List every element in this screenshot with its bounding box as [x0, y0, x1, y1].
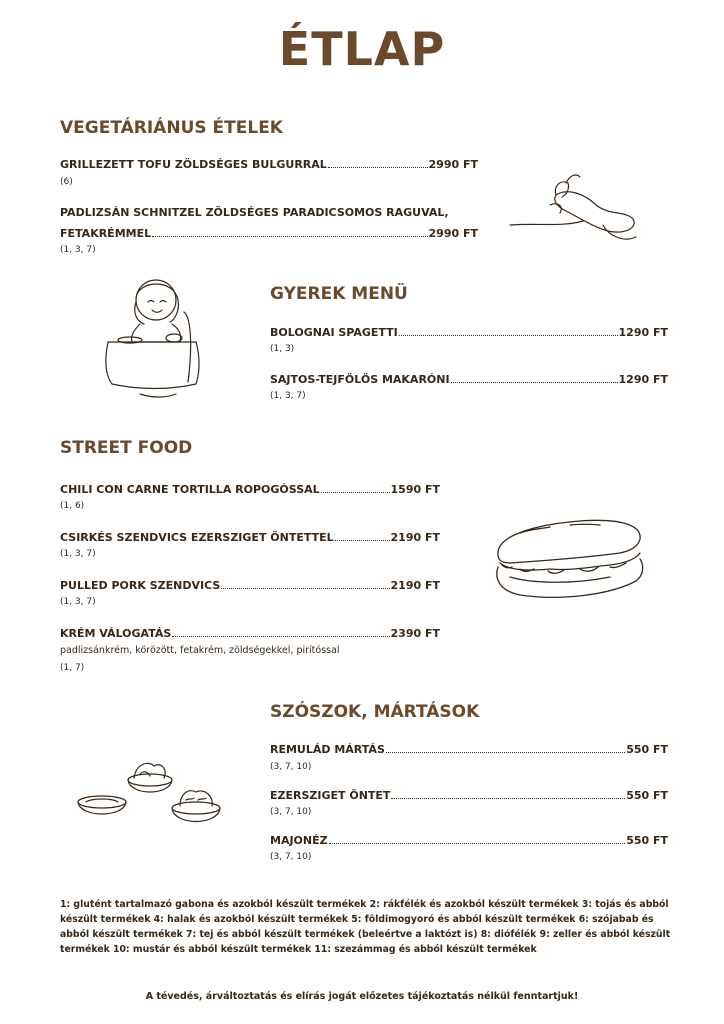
- item-allergens: (1, 3, 7): [60, 597, 96, 607]
- item-price: 2990 FT: [428, 158, 478, 171]
- section-heading-kids: GYEREK MENÜ: [270, 284, 408, 304]
- item-allergens: (3, 7, 10): [270, 807, 312, 817]
- item-description: padlizsánkrém, körözött, fetakrém, zöldségekkel, pirítóssal: [60, 645, 340, 656]
- item-price: 550 FT: [626, 789, 668, 802]
- menu-item: [270, 373, 668, 386]
- sauce-bowls-icon: [76, 760, 226, 832]
- item-name: GRILLEZETT TOFU ZÖLDSÉGES BULGURRAL: [60, 158, 327, 171]
- allergen-legend: 1: glutént tartalmazó gabona és azokból készült termékek 2: rákfélék és azokból készült termékek 3: tojás és abból készült termékek 4: halak és azokból készült termékek 5: földimogyoró és abból készült termékek 6: szójabab és abból készült termékek 7: tej és abból készült termékek (beleértve a laktózt is) 8: diófélék 9: zeller és abból készült termékek 10: mustár és abból készült termékek 11: szezámmag és abból készült termékek: [60, 899, 671, 955]
- menu-item: [270, 326, 668, 339]
- item-name-line1: PADLIZSÁN SCHNITZEL ZÖLDSÉGES PARADICSOMOS RAGUVAL,: [60, 206, 449, 219]
- item-name: CHILI CON CARNE TORTILLA ROPOGÓSSAL: [60, 483, 320, 496]
- menu-item: [60, 627, 440, 640]
- item-price: 1590 FT: [390, 483, 440, 496]
- section-heading-sauces: SZÓSZOK, MÁRTÁSOK: [270, 702, 480, 722]
- eggplant-icon: [508, 165, 643, 250]
- item-allergens: (1, 6): [60, 501, 85, 511]
- menu-item: [60, 158, 478, 171]
- item-name: SAJTOS-TEJFÖLÖS MAKARÓNI: [270, 373, 450, 386]
- item-allergens: (3, 7, 10): [270, 762, 312, 772]
- item-price: 550 FT: [626, 743, 668, 756]
- item-name: KRÉM VÁLOGATÁS: [60, 627, 172, 640]
- item-name: CSIRKÉS SZENDVICS EZERSZIGET ÖNTETTEL: [60, 531, 334, 544]
- item-name: MAJONÉZ: [270, 834, 328, 847]
- menu-item: [270, 834, 668, 847]
- leader-dots: [321, 491, 390, 493]
- menu-item: [60, 579, 440, 592]
- child-eating-icon: [100, 272, 208, 407]
- item-price: 2190 FT: [390, 579, 440, 592]
- item-price: 1290 FT: [618, 373, 668, 386]
- item-allergens: (3, 7, 10): [270, 852, 312, 862]
- item-allergens: (6): [60, 177, 73, 187]
- menu-item: [270, 789, 668, 802]
- item-price: 1290 FT: [618, 326, 668, 339]
- item-price: 2190 FT: [390, 531, 440, 544]
- section-heading-vegetarian: VEGETÁRIÁNUS ÉTELEK: [60, 118, 283, 138]
- menu-item: [60, 206, 478, 240]
- section-heading-street-food: STREET FOOD: [60, 438, 193, 458]
- item-allergens: (1, 7): [60, 663, 85, 673]
- item-name: REMULÁD MÁRTÁS: [270, 743, 385, 756]
- item-allergens: (1, 3, 7): [270, 391, 306, 401]
- page-title: ÉTLAP: [278, 22, 446, 76]
- item-name: PULLED PORK SZENDVICS: [60, 579, 221, 592]
- item-name: EZERSZIGET ÖNTET: [270, 789, 391, 802]
- sandwich-icon: [490, 515, 646, 605]
- item-allergens: (1, 3, 7): [60, 549, 96, 559]
- item-price: 2390 FT: [390, 627, 440, 640]
- item-name: BOLOGNAI SPAGETTI: [270, 326, 398, 339]
- disclaimer-footer: A tévedés, árváltoztatás és elírás jogát előzetes tájékoztatás nélkül fenntartjuk!: [145, 991, 579, 1002]
- item-name-line2: FETAKRÉMMEL: [60, 227, 152, 240]
- leader-dots: [152, 235, 427, 237]
- leader-dots: [391, 797, 625, 799]
- leader-dots: [328, 166, 428, 168]
- leader-dots: [329, 842, 626, 844]
- leader-dots: [451, 381, 618, 383]
- leader-dots: [386, 751, 625, 753]
- item-price: 550 FT: [626, 834, 668, 847]
- menu-item: [270, 743, 668, 756]
- leader-dots: [335, 539, 390, 541]
- leader-dots: [172, 635, 389, 637]
- leader-dots: [399, 334, 618, 336]
- item-allergens: (1, 3, 7): [60, 245, 96, 255]
- menu-item: [60, 483, 440, 496]
- item-allergens: (1, 3): [270, 344, 295, 354]
- menu-item: [60, 531, 440, 544]
- item-price: 2990 FT: [428, 227, 478, 240]
- leader-dots: [221, 587, 389, 589]
